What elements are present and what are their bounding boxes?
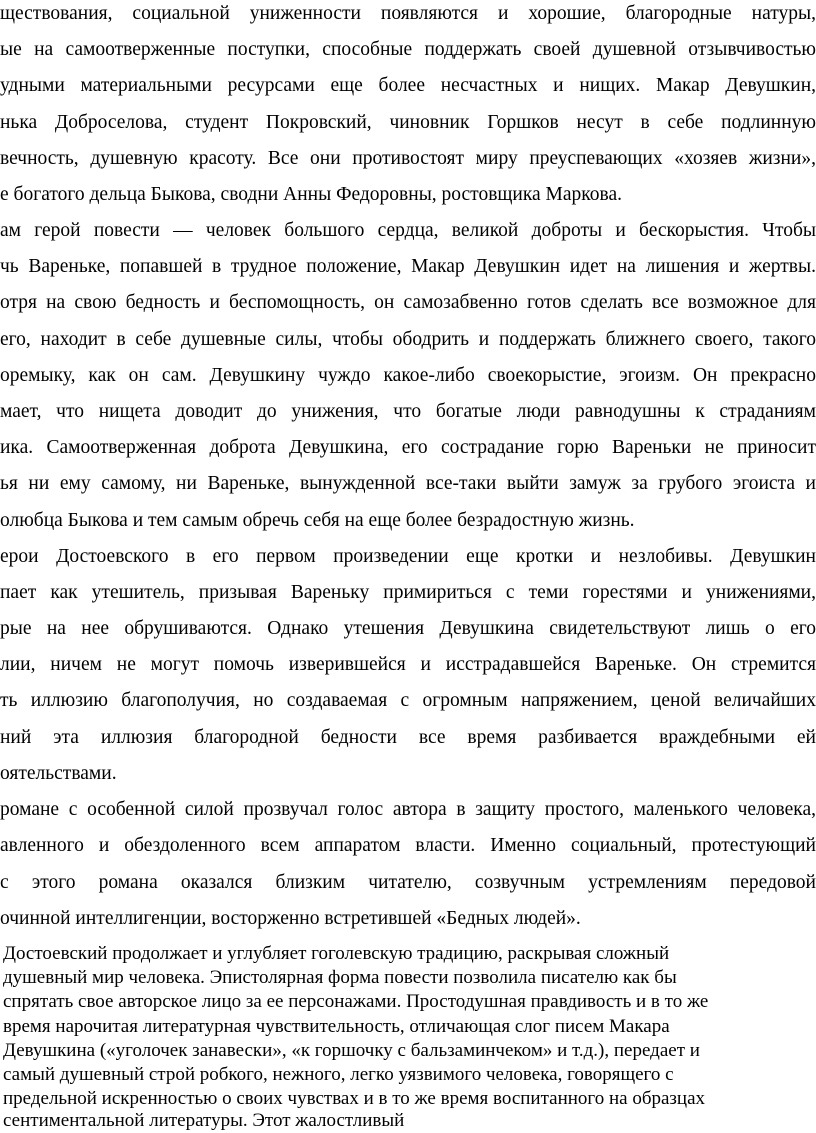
text-line: пает как утешитель, призывая Вареньку примириться с теми горестями и унижениями,: [0, 582, 816, 603]
text-line: ам герой повести — человек большого сердца, великой доброты и бескорыстия. Чтобы: [0, 220, 816, 241]
text-line: ые на самоотверженные поступки, способные поддержать своей душевной отзывчивостью: [0, 39, 816, 60]
text-line: самый душевный строй робкого, нежного, легко уязвимого человека, говорящего с: [3, 1064, 674, 1085]
text-line: Достоевский продолжает и углубляет гоголевскую традицию, раскрывая сложный: [3, 943, 670, 964]
text-line: ть иллюзию благополучия, но создаваемая с огромным напряжением, ценой величайших: [0, 690, 816, 711]
text-line: ика. Самоотверженная доброта Девушкина, его сострадание горю Вареньки не приносит: [0, 437, 816, 458]
text-line: ществования, социальной униженности появляются и хорошие, благородные натуры,: [0, 3, 816, 24]
text-line: оремыку, как он сам. Девушкину чуждо какое-либо своекорыстие, эгоизм. Он прекрасно: [0, 365, 816, 386]
text-line: Девушкина («уголочек занавески», «к горшочку с бальзаминчеком» и т.д.), передает и: [3, 1040, 700, 1061]
text-line: чь Вареньке, попавшей в трудное положение, Макар Девушкин идет на лишения и жертвы.: [0, 256, 816, 277]
text-line: олюбца Быкова и тем самым обречь себя на еще более безрадостную жизнь.: [0, 510, 635, 531]
text-line: ья ни ему самому, ни Вареньке, вынужденной все-таки выйти замуж за грубого эгоиста и: [0, 473, 816, 494]
text-line: спрятать свое авторское лицо за ее персонажами. Простодушная правдивость и в то же: [3, 991, 709, 1012]
text-line: ерои Достоевского в его первом произведении еще кротки и незлобивы. Девушкин: [0, 546, 816, 567]
text-line: вечность, душевную красоту. Все они противостоят миру преуспевающих «хозяев жизни»,: [0, 148, 816, 169]
text-line: отря на свою бедность и беспомощность, он самозабвенно готов сделать все возможное для: [0, 292, 816, 313]
text-line: нька Доброселова, студент Покровский, чиновник Горшков несут в себе подлинную: [0, 112, 816, 133]
text-line: рые на нее обрушиваются. Однако утешения Девушкина свидетельствуют лишь о его: [0, 618, 816, 639]
text-line: удными материальными ресурсами еще более несчастных и нищих. Макар Девушкин,: [0, 75, 816, 96]
text-line: лии, ничем не могут помочь изверившейся и исстрадавшейся Вареньке. Он стремится: [0, 654, 816, 675]
text-line: е богатого дельца Быкова, сводни Анны Федоровны, ростовщика Маркова.: [0, 184, 623, 205]
text-line: оятельствами.: [0, 763, 117, 784]
text-line: время нарочитая литературная чувствительность, отличающая слог писем Макара: [3, 1016, 670, 1037]
text-line: мает, что нищета доводит до унижения, что богатые люди равнодушны к страданиям: [0, 401, 816, 422]
text-line: душевный мир человека. Эпистолярная форма повести позволила писателю как бы: [3, 967, 677, 988]
text-line: очинной интеллигенции, восторженно встретившей «Бедных людей».: [0, 908, 581, 929]
text-line: ний эта иллюзия благородной бедности все время разбивается враждебными ей: [0, 727, 816, 748]
text-line: романе с особенной силой прозвучал голос автора в защиту простого, маленького человека,: [0, 799, 816, 820]
text-line: его, находит в себе душевные силы, чтобы ободрить и поддержать ближнего своего, такого: [0, 329, 816, 350]
text-line: авленного и обездоленного всем аппаратом власти. Именно социальный, протестующий: [0, 835, 816, 856]
text-line: предельной искренностью о своих чувствах и в то же время воспитанного на образцах: [3, 1088, 706, 1109]
text-line: с этого романа оказался близким читателю, созвучным устремлениям передовой: [0, 872, 816, 893]
text-line: сентиментальной литературы. Этот жалостливый: [3, 1110, 405, 1131]
